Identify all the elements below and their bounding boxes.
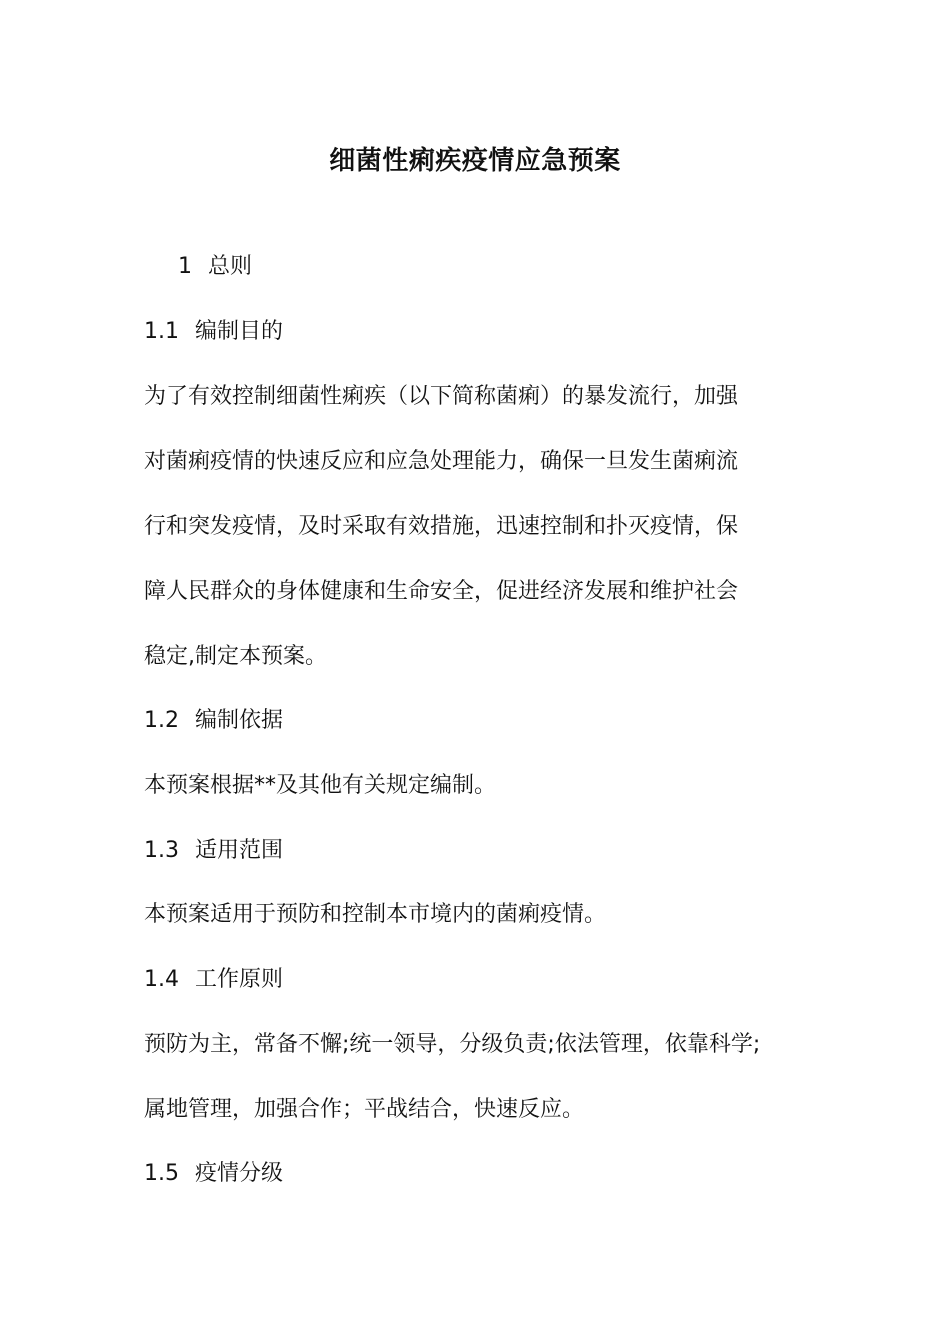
paragraph-line: 预防为主，常备不懈;统一领导，分级负责;依法管理，依靠科学; [144, 1032, 761, 1057]
paragraph-line: 本预案根据**及其他有关规定编制。 [144, 773, 497, 798]
subsection-label: 疫情分级 [195, 1161, 284, 1186]
subsection-heading-purpose [144, 317, 283, 347]
paragraph-line: 本预案适用于预防和控制本市境内的菌痢疫情。 [144, 902, 607, 927]
subsection-number: 1.5 [144, 1161, 179, 1186]
subsection-number: 1.1 [144, 319, 179, 344]
subsection-label: 编制依据 [195, 708, 284, 733]
document-title: 细菌性痢疾疫情应急预案 [329, 146, 621, 176]
section-number: 1 [178, 254, 192, 279]
subsection-heading-scope [144, 836, 283, 866]
subsection-label: 编制目的 [195, 319, 284, 344]
paragraph-line: 为了有效控制细菌性痢疾（以下简称菌痢）的暴发流行，加强 [144, 384, 739, 409]
paragraph-line: 障人民群众的身体健康和生命安全，促进经济发展和维护社会 [144, 579, 739, 604]
paragraph-line: 对菌痢疫情的快速反应和应急处理能力，确保一旦发生菌痢流 [144, 449, 739, 474]
subsection-heading-basis [144, 706, 283, 736]
subsection-label: 工作原则 [195, 967, 284, 992]
subsection-number: 1.3 [144, 838, 179, 863]
subsection-heading-principles [144, 965, 283, 995]
subsection-number: 1.2 [144, 708, 179, 733]
section-heading-general [178, 252, 252, 282]
paragraph-line: 属地管理，加强合作；平战结合，快速反应。 [144, 1097, 585, 1122]
paragraph-line: 稳定,制定本预案。 [144, 644, 327, 669]
subsection-label: 适用范围 [195, 838, 284, 863]
subsection-heading-grading [144, 1159, 283, 1189]
paragraph-line: 行和突发疫情，及时采取有效措施，迅速控制和扑灭疫情，保 [144, 514, 739, 539]
subsection-number: 1.4 [144, 967, 179, 992]
section-label: 总则 [208, 254, 253, 279]
